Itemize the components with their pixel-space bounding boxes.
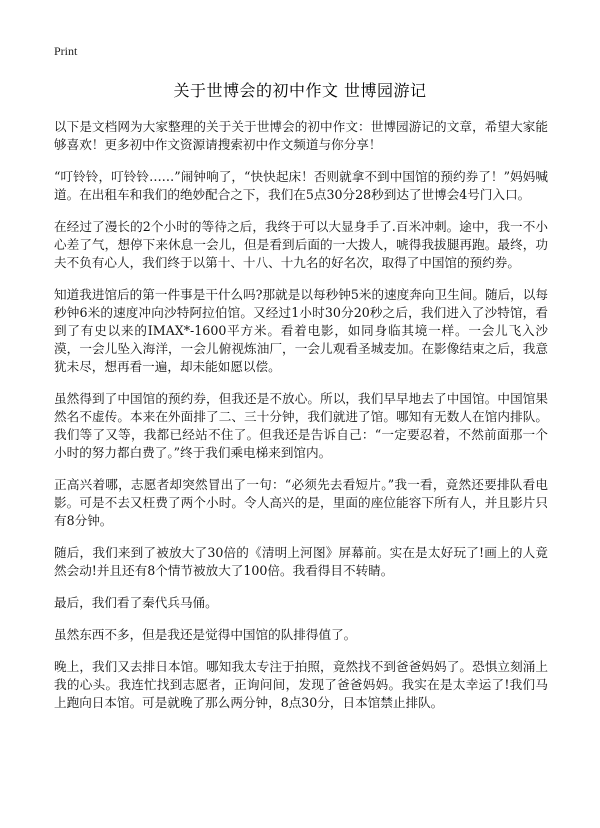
body-paragraph: “叮铃铃，叮铃铃……”闹钟响了，“快快起床！否则就拿不到中国馆的预约券了！”妈妈喊道。在出租车和我们的绝妙配合之下，我们在5点30分28秒到达了世博会4号门入口。: [54, 169, 548, 202]
body-paragraph: 知道我进馆后的第一件事是干什么吗?那就是以每秒钟5米的速度奔向卫生间。随后，以每秒钟6米的速度冲向沙特阿拉伯馆。又经过1小时30分20秒之后，我们进入了沙特馆，看到了有史以来的IMAX*-1600平方米。看着电影，如同身临其境一样。一会儿飞入沙漠，一会儿坠入海洋，一会儿俯视炼油厂，一会儿观看圣城麦加。在影像结束之后，我意犹未尽，想再看一遍，却未能如愿以偿。: [54, 287, 548, 374]
body-paragraph: 随后，我们来到了被放大了30倍的《清明上河图》屏幕前。实在是太好玩了!画上的人竟然会动!并且还有8个情节被放大了100倍。我看得目不转睛。: [54, 545, 548, 578]
body-paragraph: 晚上，我们又去排日本馆。哪知我太专注于拍照，竟然找不到爸爸妈妈了。恐惧立刻涌上我的心头。我连忙找到志愿者，正询问间，发现了爸爸妈妈。我实在是太幸运了!我们马上跑向日本馆。可是就晚了那么两分钟，8点30分，日本馆禁止排队。: [54, 659, 548, 710]
body-paragraph: 虽然得到了中国馆的预约券，但我还是不放心。所以，我们早早地去了中国馆。中国馆果然名不虚传。本来在外面排了二、三十分钟，我们就进了馆。哪知有无数人在馆内排队。我们等了又等，我都已经站不住了。但我还是告诉自己：“一定要忍着，不然前面那一个小时的努力都白费了。”终于我们乘电梯来到馆内。: [54, 391, 548, 460]
body-paragraph: 正高兴着哪，志愿者却突然冒出了一句：“必须先去看短片。”我一看，竟然还要排队看电影。可是不去又枉费了两个小时。令人高兴的是，里面的座位能容下所有人，并且影片只有8分钟。: [54, 477, 548, 528]
article-body: [54, 118, 548, 726]
body-paragraph: 在经过了漫长的2个小时的等待之后，我终于可以大显身手了.百米冲刺。途中，我一不小心差了气，想停下来休息一会儿，但是看到后面的一大拨人，唬得我拔腿再跑。最终，功夫不负有心人，我们终于以第十、十八、十九名的好名次，取得了中国馆的预约券。: [54, 219, 548, 270]
body-paragraph: 虽然东西不多，但是我还是觉得中国馆的队排得值了。: [54, 627, 357, 642]
intro-paragraph: 以下是文档网为大家整理的关于关于世博会的初中作文：世博园游记的文章，希望大家能够喜欢！更多初中作文资源请搜索初中作文频道与你分享！: [54, 119, 548, 152]
print-link[interactable]: Print: [54, 44, 78, 58]
article-title: 关于世博会的初中作文 世博园游记: [173, 81, 427, 100]
body-paragraph: 最后，我们看了秦代兵马俑。: [54, 595, 218, 610]
